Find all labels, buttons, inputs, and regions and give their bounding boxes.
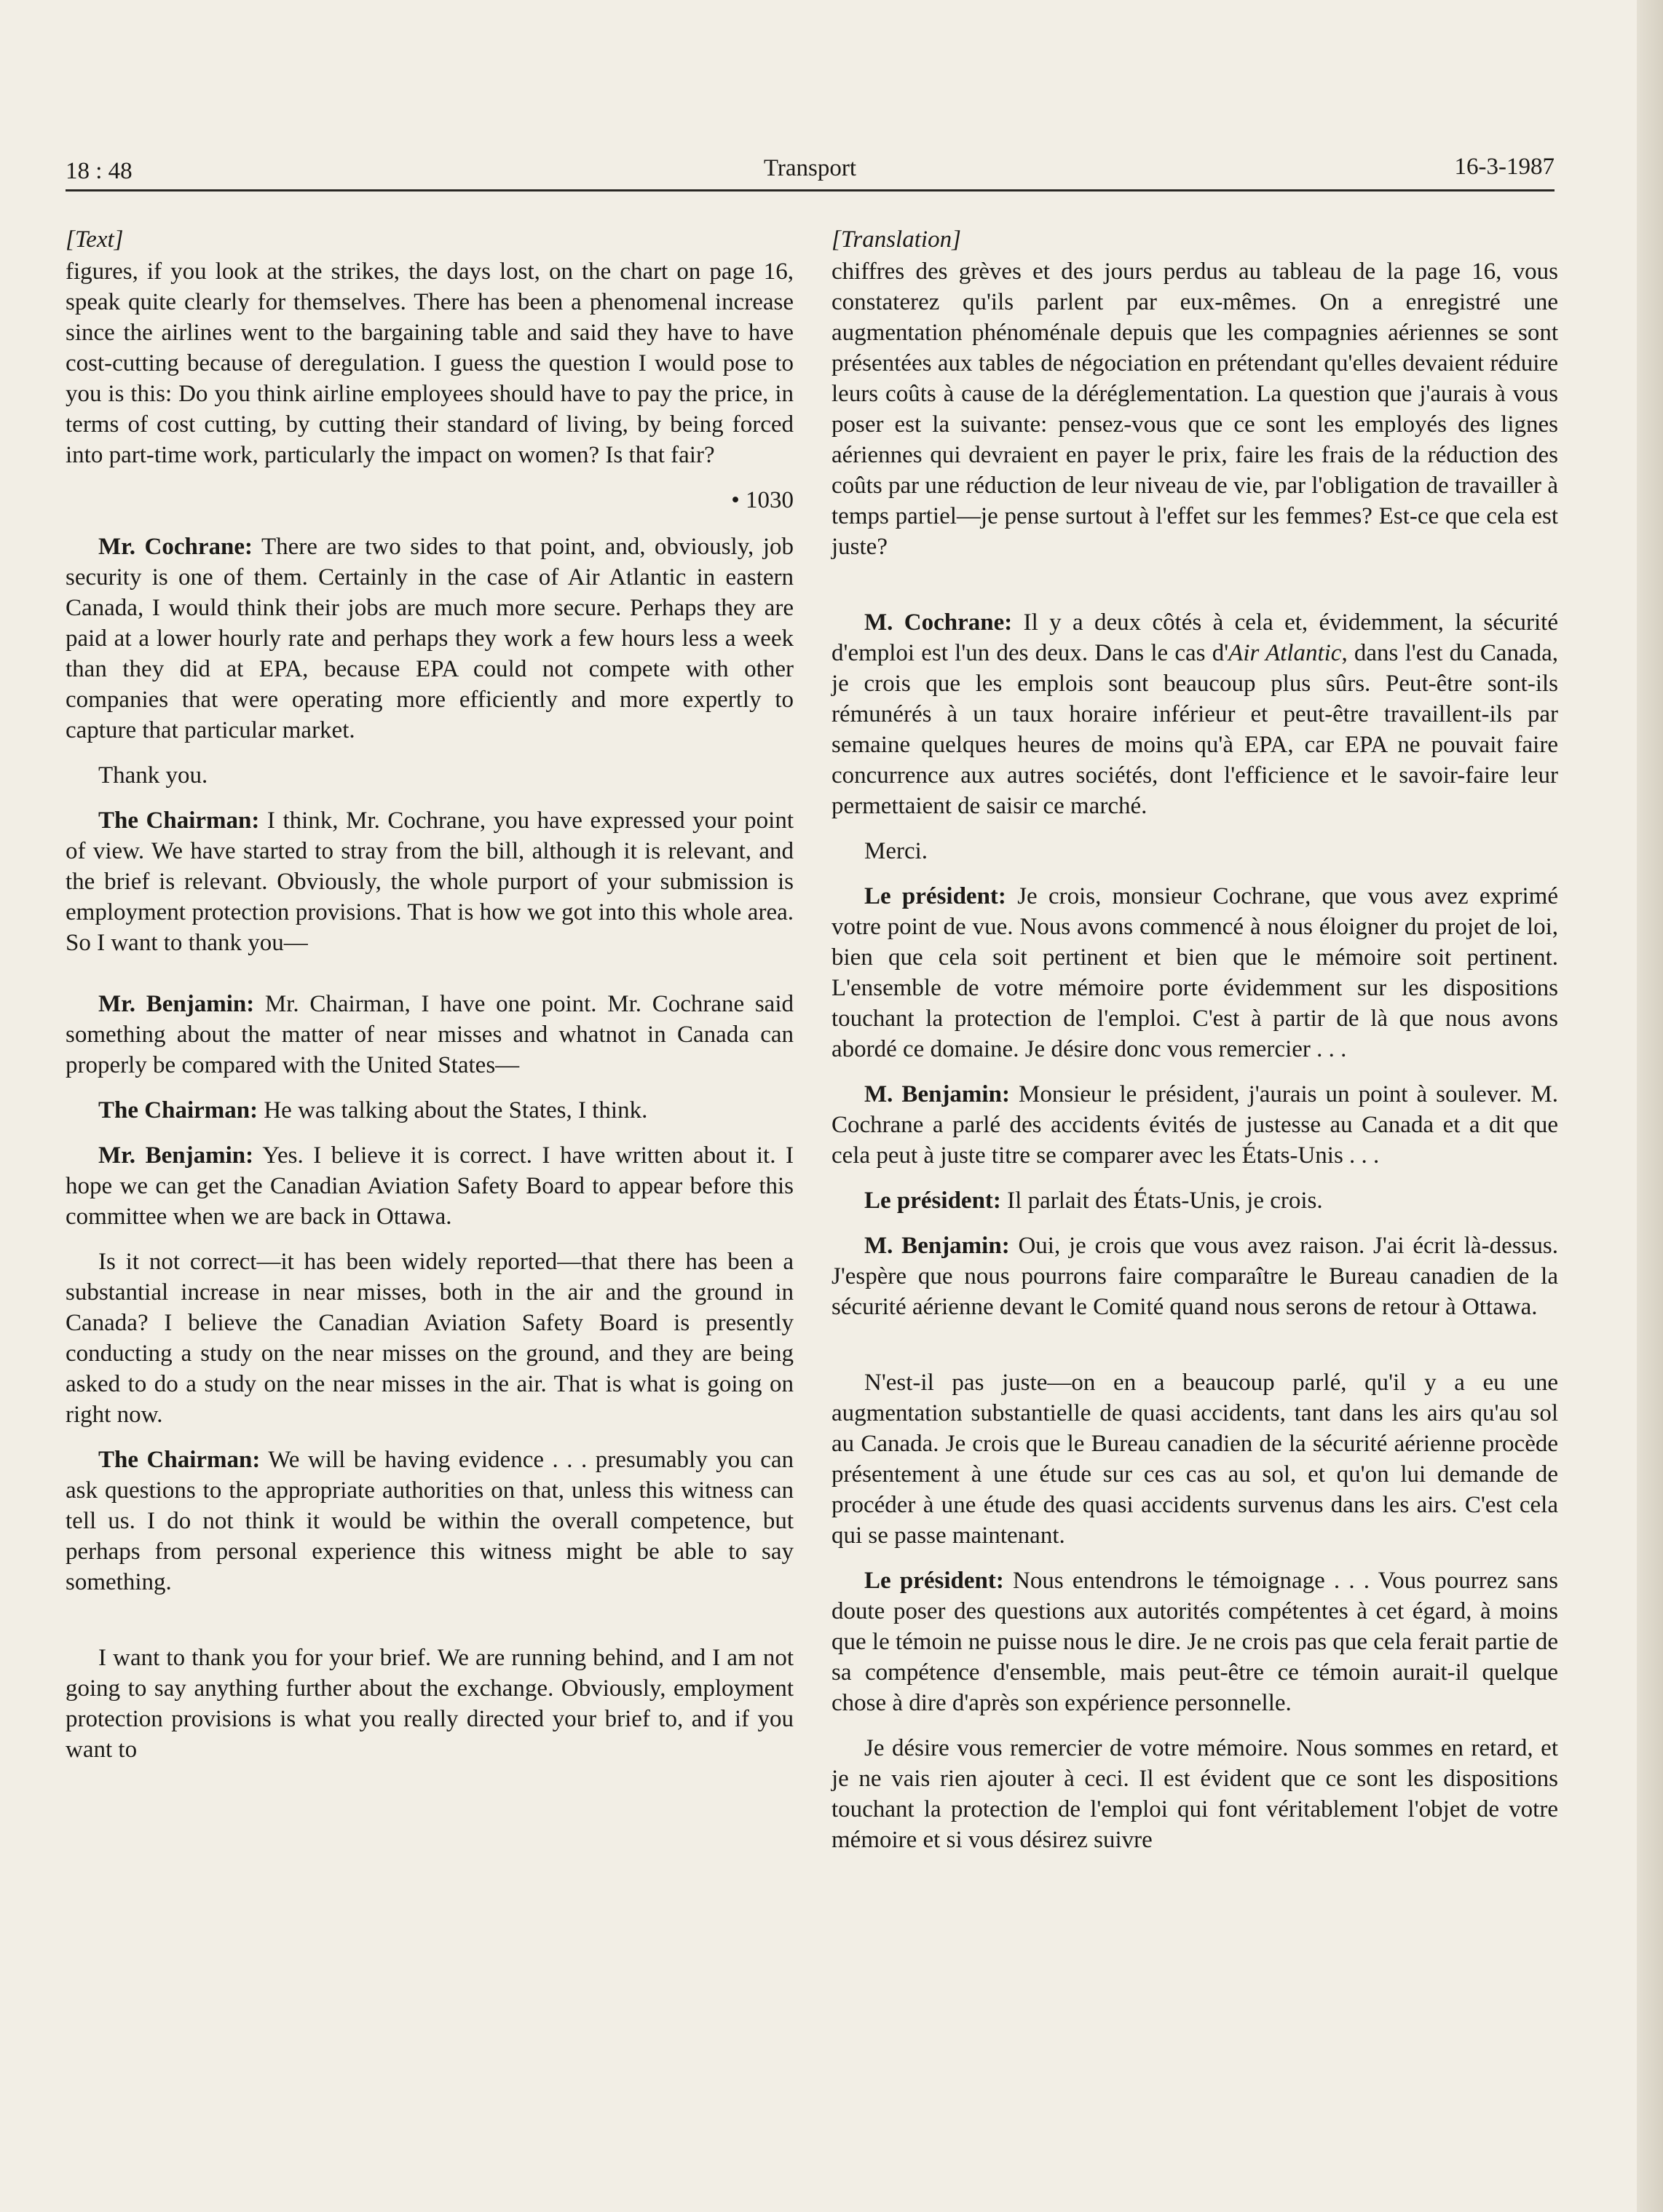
paragraph: figures, if you look at the strikes, the days lost, on the chart on page 16, speak quite clearly for themselves. There has been a phenomenal increase since the airlines went to the bargaining table and said they have to have cost-cutting because of deregulation. I guess the question I would pose to you is this: Do you think airline employees should have to pay the price, in terms of cost cutting, by cutting their standard of living, by being forced into part-time work, particularly the impact on women? Is that fair? — [66, 258, 794, 468]
paragraph: Thank you. — [98, 762, 208, 789]
paragraph — [832, 1231, 1558, 1322]
time-stamp: • 1030 — [731, 487, 794, 513]
speech-text: We will be having evidence . . . presumably you can ask questions to the appropriate authorities on that, unless this witness can tell us. I do not think it would be within the overall competence, but perhaps from personal experience this witness might be able to say something. — [66, 1447, 794, 1595]
speaker-name: Mr. Benjamin: — [98, 991, 255, 1017]
speaker-name: Le président: — [864, 1568, 1004, 1594]
page-edge — [1637, 0, 1663, 2212]
speaker-name: The Chairman: — [98, 1447, 261, 1473]
publication-title: Transport — [763, 155, 857, 181]
paragraph — [66, 1095, 794, 1126]
paragraph — [832, 1565, 1558, 1718]
paragraph — [832, 881, 1558, 1064]
header-date: 16-3-1987 — [1454, 154, 1555, 180]
running-header — [66, 146, 1555, 191]
speaker-name: M. Cochrane: — [864, 609, 1013, 636]
speaker-name: Le président: — [864, 1188, 1001, 1214]
paragraph: N'est-il pas juste—on en a beaucoup parlé, qu'il y a eu une augmentation substantielle de quasi accidents, tant dans les airs qu'au sol au Canada. Je crois que le Bureau canadien de la sécurité aérienne procède présentement à une étude sur ces cas au sol, et qu'on lui demande de procéder à une étude des quasi accidents survenus dans les airs. C'est cela qui se passe maintenant. — [832, 1370, 1558, 1549]
paragraph — [66, 805, 794, 958]
translation-marker: [Translation] — [832, 226, 961, 253]
paragraph — [66, 1140, 794, 1232]
speech-text: Il y a deux côtés à cela et, évidemment, la sécurité d'emploi est l'un des deux. Dans le cas d' — [832, 609, 1558, 666]
english-column — [66, 224, 794, 1780]
paragraph — [66, 1445, 794, 1597]
speech-text: There are two sides to that point, and, obviously, job security is one of them. Certainly in the case of Air Atlantic in eastern Canada, I would think their jobs are much more secure. Perhaps they are paid at a lower hourly rate and perhaps they work a few hours less a week than they did at EPA, because EPA could not compete with other companies that were operating more efficiently and more expertly to capture that particular market. — [66, 534, 794, 743]
text-marker: [Text] — [66, 226, 124, 253]
paragraph: Je désire vous remercier de votre mémoire. Nous sommes en retard, et je ne vais rien ajouter à ceci. Il est évident que ce sont les dispositions touchant la protection de l'emploi qui font véritablement l'objet de votre mémoire et si vous désirez suivre — [832, 1735, 1558, 1853]
paragraph: chiffres des grèves et des jours perdus au tableau de la page 16, vous constaterez qu'ils parlent par eux-mêmes. On a enregistré une augmentation phénoménale depuis que les compagnies aériennes se sont présentées aux tables de négociation en prétendant qu'elles devaient réduire leurs coûts à cause de la déréglementation. La question que j'aurais à vous poser est la suivante: pensez-vous que ce sont les employés des lignes aériennes qui devraient en payer le prix, faire les frais de la réduction des coûts par une réduction de leur niveau de vie, par l'obligation de travailler à temps partiel—je pense surtout à l'effet sur les femmes? Est-ce que cela est juste? — [832, 258, 1558, 560]
paragraph: I want to thank you for your brief. We are running behind, and I am not going to say anything further about the exchange. Obviously, employment protection provisions is what you really directed your brief to, and if you want to — [66, 1645, 794, 1763]
paragraph — [66, 989, 794, 1081]
speaker-name: Mr. Benjamin: — [98, 1142, 254, 1169]
paragraph — [832, 1079, 1558, 1171]
speaker-name: M. Benjamin: — [864, 1233, 1010, 1259]
speech-text: He was talking about the States, I think. — [258, 1097, 648, 1123]
company-name: Air Atlantic — [1228, 640, 1342, 666]
speech-text: Yes. I believe it is correct. I have written about it. I hope we can get the Canadian Aviation Safety Board to appear before this committee when we are back in Ottawa. — [66, 1142, 794, 1230]
speaker-name: The Chairman: — [98, 807, 260, 834]
paragraph — [832, 1185, 1558, 1216]
speaker-name: The Chairman: — [98, 1097, 258, 1123]
speech-text: , dans l'est du Canada, je crois que les emplois sont beaucoup plus sûrs. Peut-être sont-ils rémunérés à un taux horaire inférieur et peut-être travaillent-ils par semaine quelques heures de moins qu'à EPA, car EPA ne pouvait faire concurrence aux autres sociétés, dont l'efficience et le savoir-faire leur permettaient de saisir ce marché. — [832, 640, 1558, 819]
speech-text: Je crois, monsieur Cochrane, que vous avez exprimé votre point de vue. Nous avons commencé à nous éloigner du projet de loi, bien que cela soit pertinent et bien que le mémoire soit pertinent. L'ensemble de votre mémoire porte évidemment sur les dispositions touchant la protection de l'emploi. C'est à partir de là que nous avons abordé ce domaine. Je désire donc vous remercier . . . — [832, 883, 1558, 1062]
french-column — [832, 224, 1558, 1870]
speaker-name: Le président: — [864, 883, 1006, 909]
speech-text: Monsieur le président, j'aurais un point à soulever. M. Cochrane a parlé des accidents évités de justesse au Canada et a dit que cela peut à juste titre se comparer avec les États-Unis . . . — [832, 1081, 1558, 1169]
speech-text: Il parlait des États-Unis, je crois. — [1000, 1188, 1323, 1214]
page-number: 18 : 48 — [66, 158, 133, 184]
speaker-name: Mr. Cochrane: — [98, 534, 253, 560]
paragraph: Is it not correct—it has been widely reported—that there has been a substantial increase in near misses, both in the air and the ground in Canada? I believe the Canadian Aviation Safety Board is presently conducting a study on the near misses on the ground, and they are being asked to do a study on the near misses in the air. That is what is going on right now. — [66, 1249, 794, 1428]
speech-text: Oui, je crois que vous avez raison. J'ai écrit là-dessus. J'espère que nous pourrons faire comparaître le Bureau canadien de la sécurité aérienne devant le Comité quand nous serons de retour à Ottawa. — [832, 1233, 1558, 1320]
speech-text: Mr. Chairman, I have one point. Mr. Cochrane said something about the matter of near misses and whatnot in Canada can properly be compared with the United States— — [66, 991, 794, 1078]
speech-text: Nous entendrons le témoignage . . . Vous pourrez sans doute poser des questions aux autorités compétentes à cet égard, à moins que le témoin ne puisse nous le dire. Je ne crois pas que cela ferait partie de sa compétence d'ensemble, mais peut-être ce témoin aurait-il quelque chose à dire d'après son expérience personnelle. — [832, 1568, 1558, 1716]
speech-text: I think, Mr. Cochrane, you have expressed your point of view. We have started to stray from the bill, although it is relevant, and the brief is relevant. Obviously, the whole purport of your submission is employment protection provisions. That is how we got into this whole area. So I want to thank you— — [66, 807, 794, 956]
paragraph — [66, 532, 794, 746]
paragraph — [832, 607, 1558, 821]
paragraph: Merci. — [864, 838, 928, 864]
speaker-name: M. Benjamin: — [864, 1081, 1010, 1107]
